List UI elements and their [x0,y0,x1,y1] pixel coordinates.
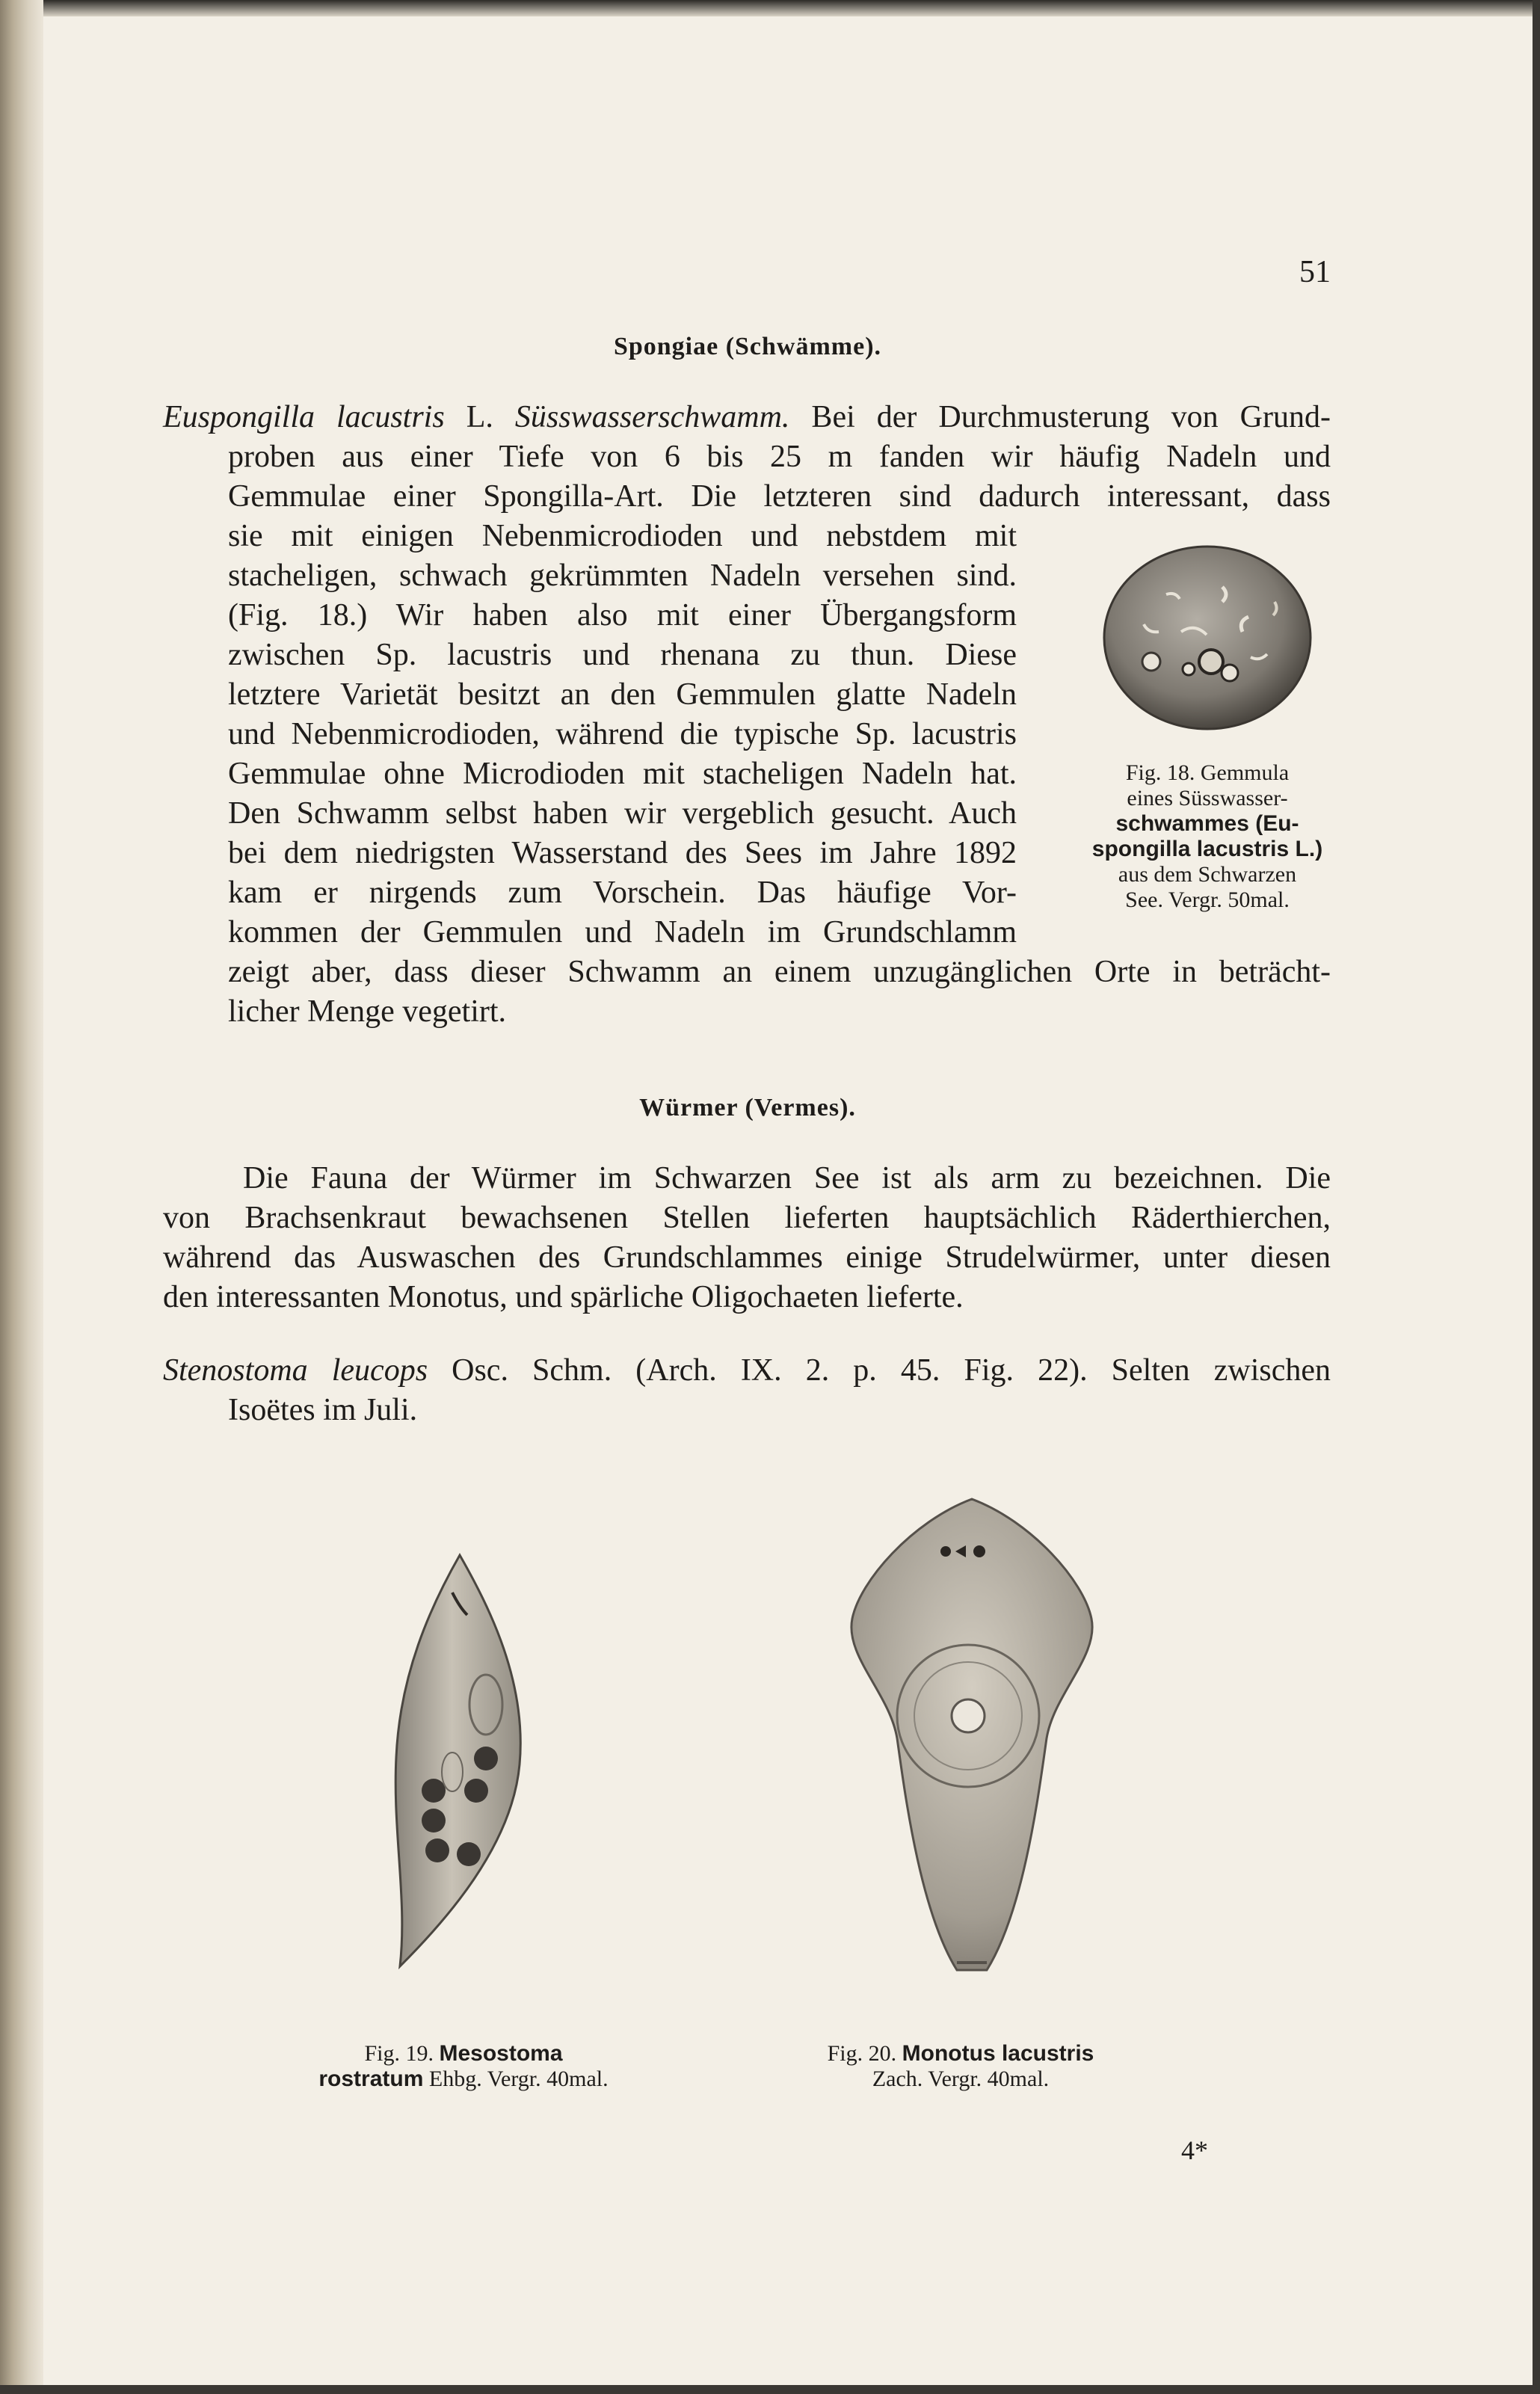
species-name: Euspongilla lacustris [163,400,445,434]
text-line: zwischen Sp. lacustris und rhenana zu thun. Diese [228,638,1017,672]
text-line: Die Fauna der Würmer im Schwarzen See ist als arm zu bezeichnen. Die [243,1161,1331,1196]
signature-mark: 4* [1181,2135,1208,2165]
book-spine-shadow [0,0,43,2394]
text-line: sie mit einigen Nebenmicrodioden und nebstdem mit [228,519,1017,553]
fig18-caption-line: See. Vergr. 50mal. [1125,887,1290,912]
species-author: L. [444,400,515,434]
fig19-caption-line1 [314,2041,613,2067]
text-line: während das Auswaschen des Grundschlammes einige Strudelwürmer, unter diesen [163,1240,1331,1275]
fig19-genus: Mesostoma [439,2041,563,2066]
gemmula-illustration [1099,542,1316,736]
text-line: stacheligen, schwach gekrümmten Nadeln versehen sind. [228,559,1017,593]
page-number: 51 [1299,255,1331,289]
text-line: Bei der Durchmusterung von Grund- [789,400,1331,434]
fig20-name: Monotus lacustris [902,2041,1094,2066]
text-line: Gemmulae einer Spongilla-Art. Die letzteren sind dadurch interessant, dass [228,479,1331,514]
text-line: kam er nirgends zum Vorschein. Das häufige Vor- [228,876,1017,910]
text-line: licher Menge vegetirt. [228,994,507,1029]
fig20-caption-line1 [792,2041,1129,2067]
fig18-caption-line: eines Süsswasser- [1127,786,1288,810]
text-line: (Fig. 18.) Wir haben also mit einer Übergangsform [228,598,1017,633]
paragraph-line [163,1351,1331,1391]
section-heading-vermes: Würmer (Vermes). [639,1094,856,1121]
text-line: bei dem niedrigsten Wasserstand des Sees im Jahre 1892 [228,836,1017,870]
species-name: Stenostoma leucops [163,1353,428,1388]
text-line: Den Schwamm selbst haben wir vergeblich gesucht. Auch [228,796,1017,831]
text-line: proben aus einer Tiefe von 6 bis 25 m fanden wir häufig Nadeln und [228,440,1331,474]
fig18-caption-line: schwammes (Eu- [1115,811,1299,836]
fig19-rest: Ehbg. Vergr. 40mal. [423,2067,609,2091]
page-bottom-edge [0,2385,1540,2394]
monotus-illustration [837,1492,1106,1981]
fig18-caption-line: spongilla lacustris L.) [1091,837,1323,861]
fig19-caption-line2 [277,2067,650,2092]
text-line: zeigt aber, dass dieser Schwamm an einem unzugänglichen Orte in beträcht- [228,955,1331,989]
page-right-edge [1533,0,1540,2394]
text-line: Gemmulae ohne Microdioden mit stacheligen Nadeln hat. [228,757,1017,791]
text-line: kommen der Gemmulen und Nadeln im Grundschlamm [228,915,1017,950]
text-line: und Nebenmicrodioden, während die typische Sp. lacustris [228,717,1017,751]
paragraph-line [163,398,1331,437]
fig18-caption-line: aus dem Schwarzen [1118,862,1297,887]
text-line: letztere Varietät besitzt an den Gemmulen glatte Nadeln [228,677,1017,712]
section-heading-spongiae: Spongiae (Schwämme). [613,333,882,360]
page-top-edge [0,0,1540,16]
mesostoma-illustration [378,1548,557,1974]
fig20-caption-line2: Zach. Vergr. 40mal. [872,2067,1050,2091]
text-line: von Brachsenkraut bewachsenen Stellen lieferten hauptsächlich Räderthierchen, [163,1201,1331,1235]
fig20-label: Fig. 20. [827,2041,902,2066]
fig18-caption-line: Fig. 18. Gemmula [1125,760,1290,785]
species-common-name: Süsswasserschwamm. [514,400,790,434]
fig19-species: rostratum [318,2067,424,2091]
text-line: den interessanten Monotus, und spärliche Oligochaeten lieferte. [163,1280,964,1314]
fig19-label: Fig. 19. [364,2041,440,2066]
text-line: Isoëtes im Juli. [228,1393,418,1427]
text-line: Osc. Schm. (Arch. IX. 2. p. 45. Fig. 22). Selten zwischen [428,1353,1331,1388]
